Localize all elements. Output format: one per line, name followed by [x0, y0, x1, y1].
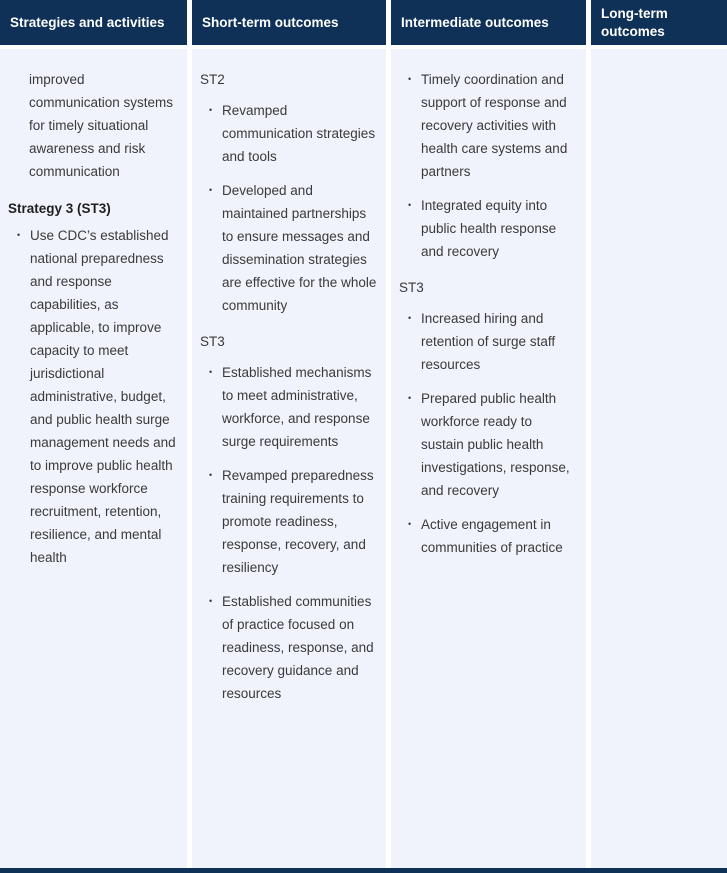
bullet-text: Integrated equity into public health response and recovery: [421, 198, 557, 259]
bullet-text: Revamped preparedness training requirements to promote readiness, response, recovery, and resiliency: [222, 468, 374, 575]
strategy-label: ST3: [200, 334, 225, 349]
bullet-text: Prepared public health workforce ready to sustain public health investigations, response, and recovery: [421, 391, 570, 498]
bullet-item: [200, 590, 378, 705]
strategy-heading: Strategy 3 (ST3): [8, 201, 111, 216]
bullet-icon: •: [209, 596, 213, 606]
column-body-strategies-activities: [0, 49, 187, 868]
bullet-item: [399, 194, 578, 263]
bullet-icon: •: [408, 74, 412, 84]
bullet-icon: •: [209, 367, 213, 377]
bullet-icon: •: [17, 230, 21, 240]
table-header-row: [0, 0, 727, 45]
bullet-item: [200, 464, 378, 579]
strategy-label: ST3: [399, 280, 424, 295]
column-header-long-term-outcomes: Long-term outcomes: [591, 0, 727, 45]
bullet-item: [399, 513, 578, 559]
bullet-item: [200, 361, 378, 453]
bullet-icon: •: [408, 519, 412, 529]
bullet-text: Developed and maintained partnerships to ensure messages and dissemination strategies are effective for the whole community: [222, 183, 377, 313]
bullet-text: Established communities of practice focused on readiness, response, and recovery guidance and resources: [222, 594, 374, 701]
bullet-icon: •: [408, 313, 412, 323]
table-bottom-divider: [0, 868, 727, 873]
bullet-icon: •: [209, 185, 213, 195]
strategy-label: ST2: [200, 72, 225, 87]
bullet-text: Increased hiring and retention of surge staff resources: [421, 311, 556, 372]
continuation-text: improved communication systems for timely situational awareness and risk communication: [29, 72, 174, 179]
column-header-short-term-outcomes: Short-term outcomes: [192, 0, 386, 45]
bullet-text: Revamped communication strategies and tools: [222, 103, 376, 164]
bullet-icon: •: [408, 200, 412, 210]
column-header-strategies-activities: Strategies and activities: [0, 0, 187, 45]
bullet-item: [200, 179, 378, 317]
bullet-text: Timely coordination and support of response and recovery activities with health care systems and partners: [421, 72, 568, 179]
bullet-text: Established mechanisms to meet administrative, workforce, and response surge requirements: [222, 365, 372, 449]
bullet-icon: •: [209, 470, 213, 480]
column-header-intermediate-outcomes: Intermediate outcomes: [391, 0, 586, 45]
bullet-item: [399, 68, 578, 183]
bullet-text: Active engagement in communities of practice: [421, 517, 563, 555]
column-body-short-term-outcomes: [192, 49, 386, 868]
column-body-intermediate-outcomes: [391, 49, 586, 868]
table-body-row: [0, 49, 727, 868]
bullet-item: [200, 99, 378, 168]
bullet-item: [399, 307, 578, 376]
bullet-icon: •: [408, 393, 412, 403]
bullet-item: [399, 387, 578, 502]
column-body-long-term-outcomes: [591, 49, 727, 868]
bullet-icon: •: [209, 105, 213, 115]
bullet-item: [8, 224, 179, 569]
bullet-text: Use CDC’s established national preparedness and response capabilities, as applicable, to improve capacity to meet jurisdictional administrative, budget, and public health surge management needs and to improve public health response workforce recruitment, retention, resilience, and mental health: [30, 228, 176, 565]
